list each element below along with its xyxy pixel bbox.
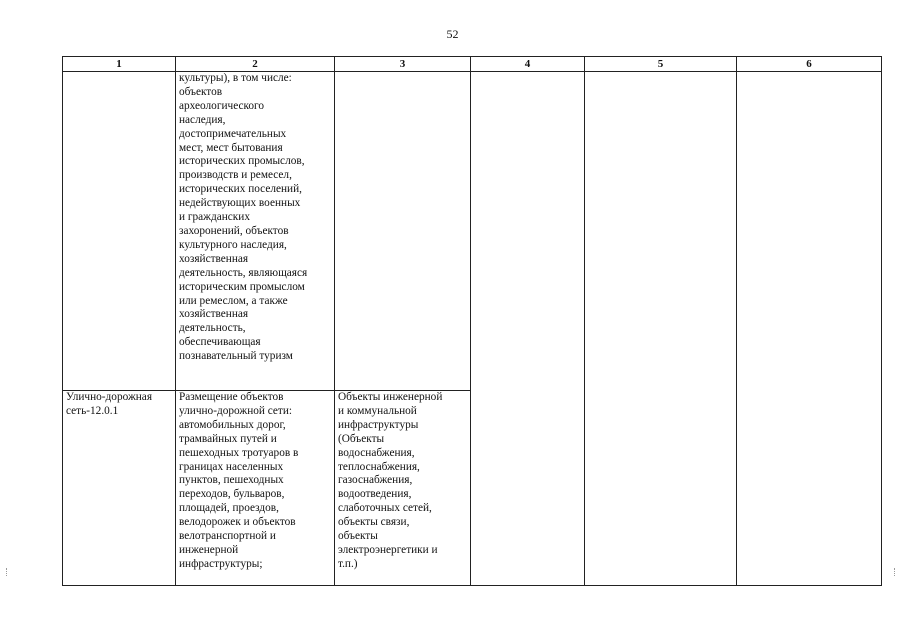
cell-column-5	[585, 72, 737, 586]
cell-use-name	[63, 391, 176, 586]
cell-column-4	[471, 72, 585, 586]
scan-margin-mark-left	[6, 568, 10, 576]
street-network-description: Размещение объектов улично-дорожной сети: автомобильных дорог, трамвайных путей и пешеходных тротуаров в границах населенных пунктов, пешеходных переходов, бульваров, площадей, проездов, велодорожек и объектов велотранспортной и инженерной инфраструктуры;	[179, 391, 299, 570]
column-header-5: 5	[585, 57, 737, 72]
column-header-1: 1	[63, 57, 176, 72]
table-row	[63, 72, 882, 391]
table-header-row	[63, 57, 882, 72]
column-header-2: 2	[176, 57, 335, 72]
engineering-infrastructure-text: Объекты инженерной и коммунальной инфраструктуры (Объекты водоснабжения, теплоснабжения, газоснабжения, водоотведения, слаботочных сетей, объекты связи, объекты электроэнергетики и т.п.)	[338, 391, 443, 570]
scan-margin-mark-right	[894, 568, 898, 576]
column-header-3: 3	[335, 57, 471, 72]
street-network-code: Улично-дорожная сеть-12.0.1	[66, 391, 153, 417]
cultural-heritage-description: культуры), в том числе: объектов археологического наследия, достопримечательных мест, мест бытования исторических промыслов, производств и ремесел, исторических поселений, недействующих военных и гражданских захоронений, объектов культурного наследия, хозяйственная деятельность, являющаяся историческим промыслом или ремеслом, а также хозяйственная деятельность, обеспечивающая познавательный туризм	[179, 72, 308, 363]
cell-auxiliary-uses	[335, 72, 471, 391]
cell-use-name	[63, 72, 176, 391]
land-use-table	[62, 56, 882, 586]
cell-use-description	[176, 72, 335, 391]
cell-column-6	[737, 72, 882, 586]
column-header-6: 6	[737, 57, 882, 72]
cell-auxiliary-uses	[335, 391, 471, 586]
cell-use-description	[176, 391, 335, 586]
column-header-4: 4	[471, 57, 585, 72]
page-number: 52	[446, 27, 459, 41]
